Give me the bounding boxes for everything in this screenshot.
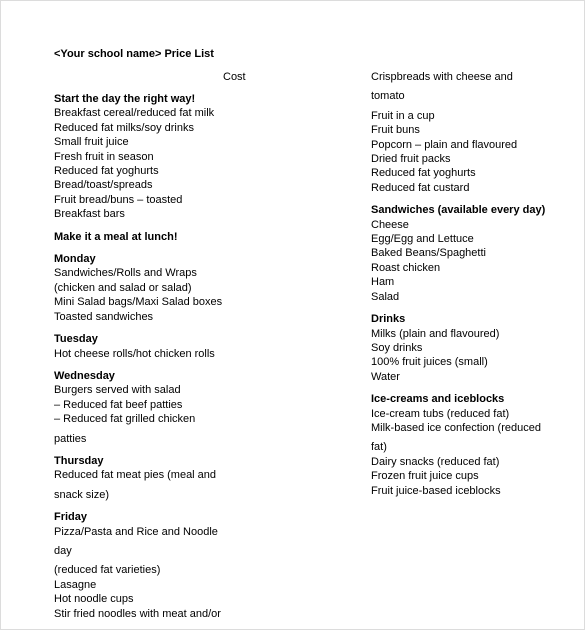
list-item: Bread/toast/spreads <box>54 179 153 192</box>
list-item: Hot cheese rolls/hot chicken rolls <box>54 347 215 360</box>
section-thursday <box>54 454 222 502</box>
list-item: Burgers served with salad <box>54 384 181 397</box>
section-tuesday <box>54 332 222 361</box>
list-item: Fruit juice-based iceblocks <box>371 484 501 497</box>
section-heading: Drinks <box>371 313 406 326</box>
list-item: snack size) <box>54 488 110 501</box>
list-item: Small fruit juice <box>54 136 129 149</box>
list-item: Hot noodle cups <box>54 593 134 606</box>
list-item: Milks (plain and flavoured) <box>371 327 500 340</box>
section-friday <box>54 510 222 621</box>
section-drinks <box>371 312 545 384</box>
list-item: (reduced fat varieties) <box>54 564 161 577</box>
cost-column-label: Cost <box>223 71 246 83</box>
list-item: Breakfast cereal/reduced fat milk <box>54 107 215 120</box>
list-item: day <box>54 544 72 557</box>
list-item: Reduced fat meat pies (meal and <box>54 469 217 482</box>
list-item: Lasagne <box>54 578 97 591</box>
section-heading: Sandwiches (available every day) <box>371 204 546 217</box>
section-monday <box>54 252 222 324</box>
section-heading: Start the day the right way! <box>54 93 196 105</box>
list-item: Fruit bread/buns – toasted <box>54 193 183 206</box>
list-item: Salad <box>371 290 400 303</box>
list-item: Fruit buns <box>371 124 420 137</box>
day-heading: Friday <box>54 511 88 524</box>
section-snacks <box>371 70 545 195</box>
list-item: Sandwiches/Rolls and Wraps <box>54 267 197 280</box>
list-item: Dairy snacks (reduced fat) <box>371 455 500 468</box>
list-item: Popcorn – plain and flavoured <box>371 138 518 151</box>
list-item: Water <box>371 370 400 383</box>
list-item: Pizza/Pasta and Rice and Noodle <box>54 525 218 538</box>
list-item: Soy drinks <box>371 341 423 354</box>
section-breakfast <box>54 92 222 222</box>
list-item: Fruit in a cup <box>371 109 435 122</box>
list-item: Ice-cream tubs (reduced fat) <box>371 407 510 420</box>
section-sandwiches <box>371 203 545 304</box>
page-title: <Your school name> Price List <box>54 48 214 60</box>
list-item: Reduced fat yoghurts <box>54 165 159 178</box>
list-item: patties <box>54 432 87 445</box>
day-heading: Wednesday <box>54 369 115 382</box>
list-item: Roast chicken <box>371 261 441 274</box>
list-item: Baked Beans/Spaghetti <box>371 247 486 260</box>
list-item: (chicken and salad or salad) <box>54 281 192 294</box>
list-item: Frozen fruit juice cups <box>371 470 479 483</box>
list-item: Egg/Egg and Lettuce <box>371 233 474 246</box>
section-icecreams <box>371 392 545 498</box>
section-wednesday <box>54 369 222 446</box>
list-item: Crispbreads with cheese and <box>371 71 513 83</box>
section-heading: Ice-creams and iceblocks <box>371 393 505 406</box>
day-heading: Tuesday <box>54 333 98 346</box>
list-item: tomato <box>371 90 405 103</box>
list-item: Mini Salad bags/Maxi Salad boxes <box>54 296 223 309</box>
list-item: Ham <box>371 276 395 289</box>
list-item: Reduced fat yoghurts <box>371 167 476 180</box>
section-lunch <box>54 230 222 244</box>
right-column <box>371 70 545 498</box>
day-heading: Monday <box>54 253 96 266</box>
day-heading: Thursday <box>54 454 104 467</box>
list-item: Dried fruit packs <box>371 153 451 166</box>
list-item: Reduced fat custard <box>371 181 470 194</box>
list-item: Fresh fruit in season <box>54 150 154 163</box>
list-item: Cheese <box>371 218 409 231</box>
list-item: Reduced fat milks/soy drinks <box>54 121 194 134</box>
list-item: Milk-based ice confection (reduced <box>371 421 541 434</box>
list-item: Toasted sandwiches <box>54 310 154 323</box>
list-item: Stir fried noodles with meat and/or <box>54 607 221 620</box>
list-item: Breakfast bars <box>54 208 125 221</box>
left-column <box>54 92 222 621</box>
list-item: fat) <box>371 441 387 454</box>
list-item: 100% fruit juices (small) <box>371 356 488 369</box>
list-item: – Reduced fat beef patties <box>54 398 183 411</box>
list-item: – Reduced fat grilled chicken <box>54 413 196 426</box>
section-heading: Make it a meal at lunch! <box>54 230 178 243</box>
